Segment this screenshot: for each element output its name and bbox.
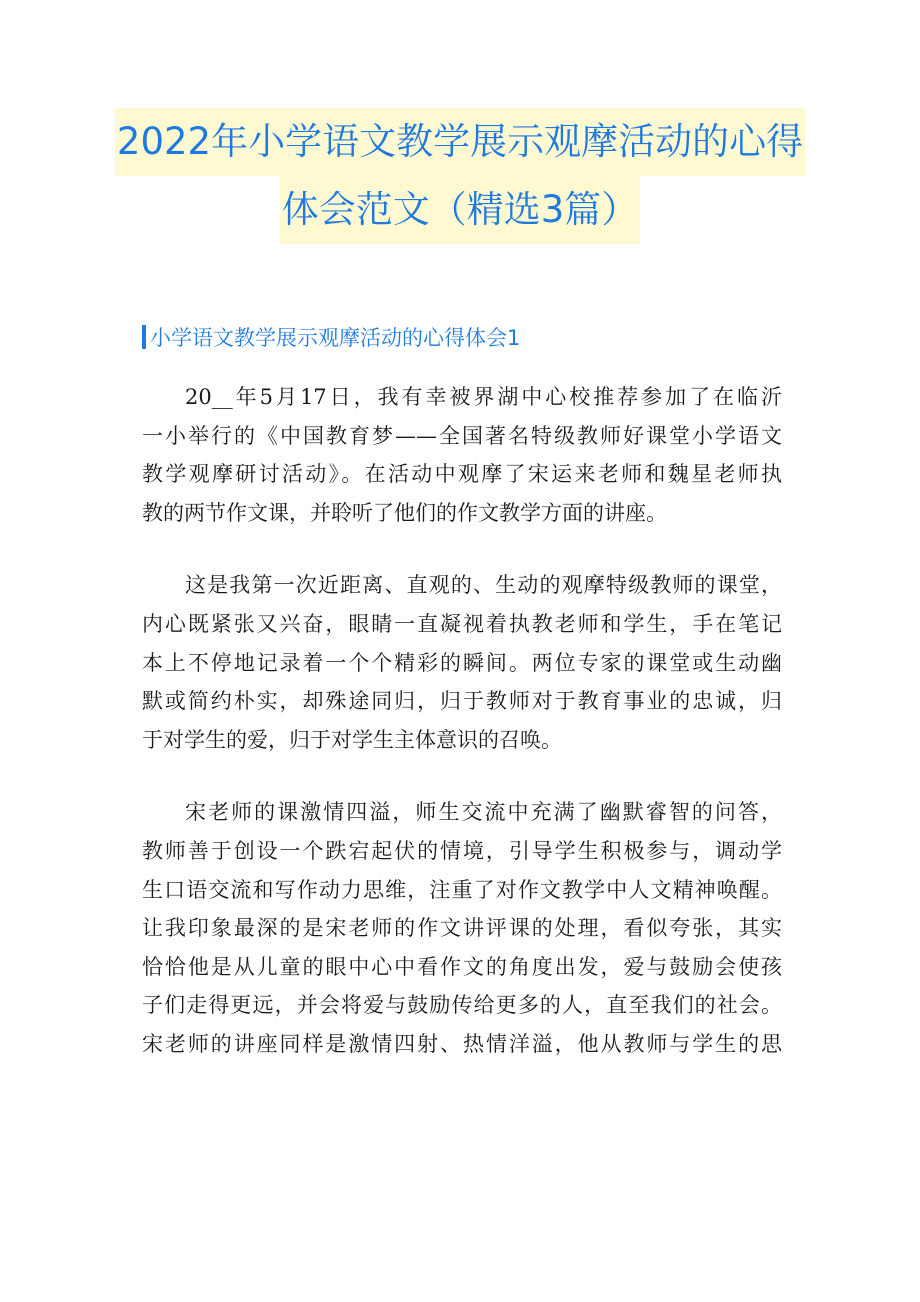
section-heading: [142, 320, 520, 354]
title-line-2: 体会范文（精选3篇）: [280, 176, 641, 244]
paragraph-line: 让我印象最深的是宋老师的作文讲评课的处理，看似夸张，其实: [142, 916, 782, 941]
paragraph-line: 教学观摩研讨活动》。在活动中观摩了宋运来老师和魏星老师执: [142, 462, 782, 487]
paragraph-line: 生口语交流和写作动力思维，注重了对作文教学中人文精神唤醒。: [142, 877, 782, 902]
paragraph-line: 子们走得更远，并会将爱与鼓励传给更多的人，直至我们的社会。: [142, 993, 782, 1018]
paragraph-line: 默或简约朴实，却殊途同归，归于教师对于教育事业的忠诚，归: [142, 689, 782, 714]
title-line-1: 2022年小学语文教学展示观摩活动的心得: [115, 108, 805, 176]
document-body: [142, 378, 782, 1098]
paragraph-line: 教师善于创设一个跌宕起伏的情境，引导学生积极参与，调动学: [142, 838, 782, 863]
document-title: [0, 108, 920, 244]
paragraph-line: 本上不停地记录着一个个精彩的瞬间。两位专家的课堂或生动幽: [142, 650, 782, 675]
paragraph-line: 这是我第一次近距离、直观的、生动的观摩特级教师的课堂，: [185, 573, 782, 598]
paragraph-line: 于对学生的爱，归于对学生主体意识的召唤。: [142, 727, 562, 752]
paragraph-1: [142, 378, 782, 532]
heading-bar-icon: [142, 325, 146, 349]
section-heading-text: 小学语文教学展示观摩活动的心得体会1: [150, 326, 521, 350]
paragraph-2: [142, 566, 782, 759]
paragraph-line: 20__年5月17日，我有幸被界湖中心校推荐参加了在临沂: [185, 385, 782, 409]
paragraph-line: 宋老师的课激情四溢，师生交流中充满了幽默睿智的问答，: [185, 800, 782, 825]
paragraph-3: [142, 793, 782, 1063]
paragraph-line: 宋老师的讲座同样是激情四射、热情洋溢，他从教师与学生的思: [142, 1031, 782, 1056]
paragraph-line: 教的两节作文课，并聆听了他们的作文教学方面的讲座。: [142, 500, 667, 525]
paragraph-line: 一小举行的《中国教育梦——全国著名特级教师好课堂小学语文: [142, 423, 782, 448]
paragraph-line: 内心既紧张又兴奋，眼睛一直凝视着执教老师和学生，手在笔记: [142, 611, 782, 636]
paragraph-line: 恰恰他是从儿童的眼中心中看作文的角度出发，爱与鼓励会使孩: [142, 954, 782, 979]
